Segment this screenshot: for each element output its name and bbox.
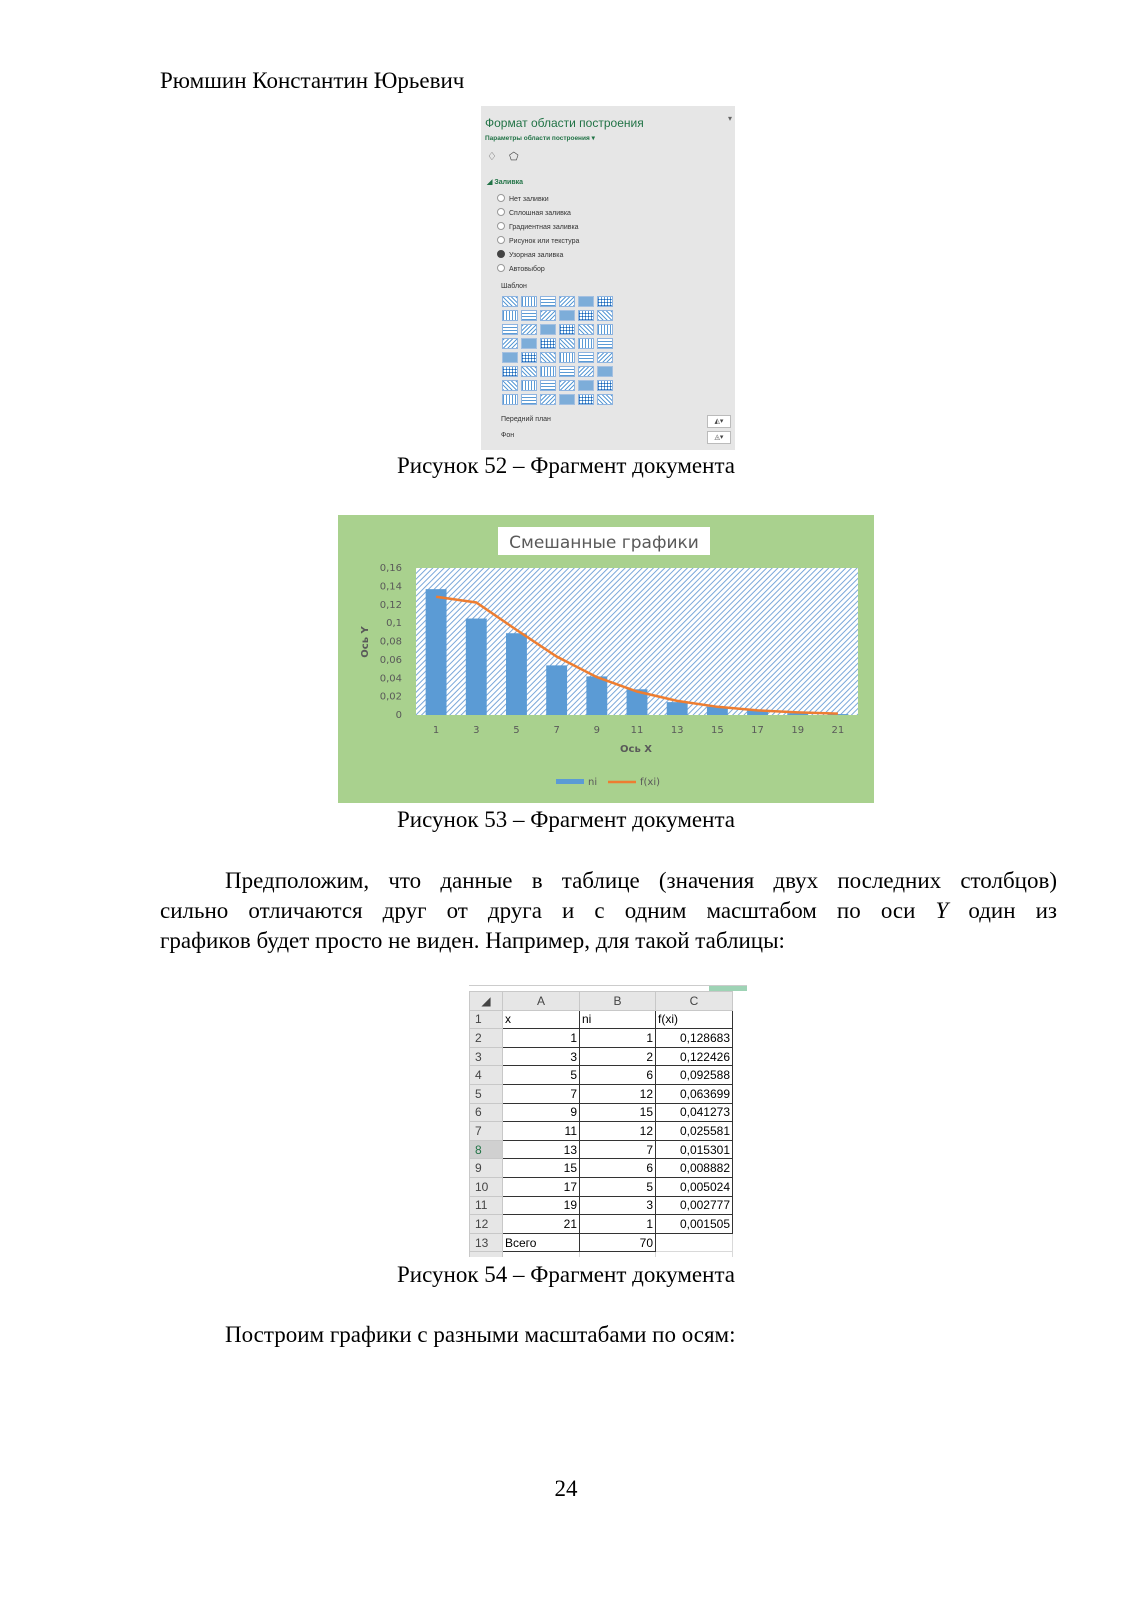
- panel-subtitle[interactable]: Параметры области построения ▾: [485, 135, 595, 142]
- pattern-swatch[interactable]: [597, 338, 613, 349]
- pattern-swatch[interactable]: [559, 338, 575, 349]
- cell-c[interactable]: 0,002777: [656, 1196, 733, 1215]
- column-header-c[interactable]: C: [656, 992, 733, 1011]
- pattern-swatch[interactable]: [540, 310, 556, 321]
- pattern-swatch[interactable]: [578, 366, 594, 377]
- pattern-swatch[interactable]: [521, 324, 537, 335]
- fill-option-none[interactable]: Нет заливки: [497, 194, 549, 203]
- page-number: 24: [554, 1476, 578, 1501]
- background-label: Фон: [501, 432, 515, 439]
- pattern-swatch[interactable]: [578, 324, 594, 335]
- mixed-chart: [338, 515, 874, 803]
- cell-c[interactable]: 0,025581: [656, 1122, 733, 1141]
- row-header[interactable]: 12: [470, 1215, 503, 1234]
- pattern-swatch[interactable]: [597, 310, 613, 321]
- row-header[interactable]: 2: [470, 1029, 503, 1048]
- table-row: [470, 1029, 733, 1048]
- radio-icon[interactable]: [497, 194, 505, 202]
- foreground-color-button[interactable]: ◭▾: [707, 415, 731, 428]
- fill-bucket-icon[interactable]: ♢: [487, 151, 497, 163]
- column-header-a[interactable]: A: [503, 992, 580, 1011]
- row-header[interactable]: 3: [470, 1047, 503, 1066]
- x-tick-label: 7: [553, 725, 560, 736]
- x-tick-label: 5: [513, 725, 520, 736]
- figure-54-caption: Рисунок 54 – Фрагмент документа: [397, 1262, 735, 1287]
- pattern-swatch[interactable]: [597, 394, 613, 405]
- table-row: [470, 1140, 733, 1159]
- cell-c[interactable]: 0,005024: [656, 1177, 733, 1196]
- y-tick-label: 0,16: [379, 563, 402, 574]
- cell-c[interactable]: [656, 1233, 733, 1252]
- table-row: [470, 1084, 733, 1103]
- pattern-swatch[interactable]: [559, 296, 575, 307]
- pattern-swatch[interactable]: [540, 380, 556, 391]
- data-table: [469, 991, 733, 1257]
- cell-a[interactable]: 13: [503, 1140, 580, 1159]
- table-row: [470, 1103, 733, 1122]
- radio-icon[interactable]: [497, 208, 505, 216]
- pattern-swatch[interactable]: [521, 352, 537, 363]
- foreground-label: Передний план: [501, 416, 551, 423]
- pentagon-icon[interactable]: ⬠: [509, 151, 519, 163]
- legend-label-fxi: f(xi): [640, 777, 661, 788]
- pattern-swatch[interactable]: [578, 310, 594, 321]
- x-axis-label: Ось X: [620, 744, 652, 755]
- pattern-swatch[interactable]: [502, 296, 518, 307]
- cell-a[interactable]: 15: [503, 1159, 580, 1178]
- pattern-swatch[interactable]: [578, 338, 594, 349]
- y-tick-label: 0,14: [379, 581, 402, 593]
- x-tick-label: 3: [473, 725, 480, 736]
- pattern-swatch[interactable]: [521, 366, 537, 377]
- spreadsheet-fragment: [469, 985, 747, 1257]
- pattern-swatch[interactable]: [521, 310, 537, 321]
- row-header[interactable]: 7: [470, 1122, 503, 1141]
- cell-b[interactable]: 12: [580, 1084, 656, 1103]
- table-row: [470, 1177, 733, 1196]
- table-row: [470, 1196, 733, 1215]
- x-tick-label: 15: [710, 725, 724, 736]
- paragraph-line-2: сильно отличаются друг от друга и с одним масштабом по оси Y один из: [160, 898, 1058, 923]
- cell-b[interactable]: 7: [580, 1140, 656, 1159]
- row-header[interactable]: 8: [470, 1140, 503, 1159]
- cell-a[interactable]: Всего: [503, 1233, 580, 1252]
- x-tick-label: 17: [751, 725, 764, 736]
- cell-b[interactable]: 3: [580, 1196, 656, 1215]
- row-header[interactable]: 9: [470, 1159, 503, 1178]
- table-row: [470, 1066, 733, 1085]
- pattern-swatch[interactable]: [559, 366, 575, 377]
- pattern-swatch[interactable]: [502, 324, 518, 335]
- pattern-swatch[interactable]: [540, 394, 556, 405]
- pattern-grid: [502, 296, 614, 408]
- closing-sentence: Построим графики с разными масштабами по осям:: [225, 1322, 736, 1347]
- cell-c[interactable]: 0,041273: [656, 1103, 733, 1122]
- pattern-swatch[interactable]: [578, 380, 594, 391]
- y-tick-label: 0,08: [379, 636, 402, 648]
- cell-b[interactable]: 5: [580, 1177, 656, 1196]
- row-header[interactable]: 1: [470, 1010, 503, 1029]
- pattern-swatch[interactable]: [540, 352, 556, 363]
- bar-ni: [426, 589, 447, 715]
- pattern-swatch[interactable]: [540, 366, 556, 377]
- cell-b[interactable]: 12: [580, 1122, 656, 1141]
- paragraph-line-1: Предположим, что данные в таблице (значения двух последних столбцов): [225, 868, 1057, 893]
- cell-c[interactable]: 0,015301: [656, 1140, 733, 1159]
- select-all-corner[interactable]: ◢: [470, 992, 503, 1011]
- cell-a[interactable]: 21: [503, 1215, 580, 1234]
- table-row: [470, 1122, 733, 1141]
- pattern-swatch[interactable]: [502, 394, 518, 405]
- cell-c[interactable]: 0,063699: [656, 1084, 733, 1103]
- format-plot-area-panel: [481, 106, 735, 450]
- legend-swatch-ni: [556, 779, 584, 784]
- background-color-button[interactable]: ◬▾: [707, 431, 731, 444]
- pattern-swatch[interactable]: [521, 338, 537, 349]
- y-tick-label: 0: [395, 710, 402, 721]
- row-header[interactable]: 6: [470, 1103, 503, 1122]
- cell-c[interactable]: 0,128683: [656, 1029, 733, 1048]
- panel-dropdown-icon[interactable]: ▾: [727, 114, 732, 123]
- fill-option-pattern[interactable]: Узорная заливка: [497, 250, 563, 259]
- x-tick-label: 1: [432, 725, 440, 736]
- table-row: [470, 1047, 733, 1066]
- x-tick-label: 13: [670, 725, 684, 736]
- pattern-swatch[interactable]: [521, 296, 537, 307]
- row-header[interactable]: 11: [470, 1196, 503, 1215]
- figure-53-caption: Рисунок 53 – Фрагмент документа: [397, 807, 735, 832]
- cell-a[interactable]: 5: [503, 1066, 580, 1085]
- figure-52-caption: Рисунок 52 – Фрагмент документа: [397, 453, 735, 478]
- pattern-swatch[interactable]: [521, 394, 537, 405]
- cell-a[interactable]: 3: [503, 1047, 580, 1066]
- bar-ni: [466, 619, 487, 715]
- table-row: [470, 1159, 733, 1178]
- row-header[interactable]: 13: [470, 1233, 503, 1252]
- pattern-swatch[interactable]: [597, 366, 613, 377]
- pattern-swatch[interactable]: [578, 352, 594, 363]
- cell-b[interactable]: 2: [580, 1047, 656, 1066]
- pattern-swatch[interactable]: [597, 380, 613, 391]
- cell-a[interactable]: 11: [503, 1122, 580, 1141]
- cell-c[interactable]: 0,092588: [656, 1066, 733, 1085]
- cell-c[interactable]: 0,008882: [656, 1159, 733, 1178]
- pattern-swatch[interactable]: [578, 394, 594, 405]
- pattern-swatch[interactable]: [597, 324, 613, 335]
- axis-letter: Y: [935, 898, 949, 923]
- bar-ni: [506, 633, 527, 715]
- bar-ni: [586, 676, 607, 715]
- cell-b[interactable]: 15: [580, 1103, 656, 1122]
- bar-ni: [546, 665, 567, 715]
- y-tick-label: 0,02: [379, 691, 402, 703]
- x-tick-label: 11: [630, 725, 644, 736]
- cell-a[interactable]: 19: [503, 1196, 580, 1215]
- cell-b[interactable]: 1: [580, 1215, 656, 1234]
- paragraph-line-3: графиков будет просто не виден. Например, для такой таблицы:: [160, 928, 785, 953]
- y-tick-label: 0,1: [386, 618, 402, 630]
- cell-c[interactable]: 0,122426: [656, 1047, 733, 1066]
- pattern-swatch[interactable]: [578, 296, 594, 307]
- row-header[interactable]: 4: [470, 1066, 503, 1085]
- pattern-swatch[interactable]: [502, 338, 518, 349]
- pattern-swatch[interactable]: [521, 380, 537, 391]
- pattern-swatch[interactable]: [559, 394, 575, 405]
- cell-c[interactable]: f(xi): [656, 1010, 733, 1029]
- radio-icon[interactable]: [497, 222, 505, 230]
- y-tick-label: 0,12: [379, 599, 402, 611]
- pattern-swatch[interactable]: [559, 310, 575, 321]
- y-axis-label: Ось Y: [360, 626, 371, 658]
- chart-svg: [338, 515, 874, 803]
- pattern-swatch[interactable]: [559, 352, 575, 363]
- y-tick-label: 0,06: [379, 654, 402, 666]
- panel-title: Формат области построения: [485, 116, 644, 130]
- fill-option-picture[interactable]: Рисунок или текстура: [497, 236, 579, 245]
- y-tick-label: 0,04: [379, 673, 402, 685]
- row-header[interactable]: 5: [470, 1084, 503, 1103]
- column-header-b[interactable]: B: [580, 992, 656, 1011]
- bar-ni: [667, 702, 688, 715]
- pattern-swatch[interactable]: [597, 352, 613, 363]
- x-tick-label: 9: [593, 725, 601, 736]
- cell-a[interactable]: 9: [503, 1103, 580, 1122]
- cell-b[interactable]: 1: [580, 1029, 656, 1048]
- radio-selected-icon[interactable]: [497, 250, 505, 258]
- cell-b[interactable]: 6: [580, 1066, 656, 1085]
- cell-c[interactable]: 0,001505: [656, 1215, 733, 1234]
- body-paragraph: [160, 866, 1057, 956]
- pattern-swatch[interactable]: [540, 324, 556, 335]
- pattern-swatch[interactable]: [502, 380, 518, 391]
- pattern-swatch[interactable]: [540, 296, 556, 307]
- radio-icon[interactable]: [497, 264, 505, 272]
- pattern-swatch[interactable]: [502, 310, 518, 321]
- pattern-swatch[interactable]: [502, 352, 518, 363]
- pattern-swatch[interactable]: [559, 324, 575, 335]
- cell-b[interactable]: ni: [580, 1010, 656, 1029]
- cell-a[interactable]: 7: [503, 1084, 580, 1103]
- cell-a[interactable]: 17: [503, 1177, 580, 1196]
- pattern-swatch[interactable]: [502, 366, 518, 377]
- x-tick-label: 19: [791, 725, 805, 736]
- radio-icon[interactable]: [497, 236, 505, 244]
- cell-b[interactable]: 70: [580, 1233, 656, 1252]
- cell-a[interactable]: 1: [503, 1029, 580, 1048]
- pattern-swatch[interactable]: [559, 380, 575, 391]
- pattern-label: Шаблон: [501, 283, 527, 290]
- table-row: [470, 1233, 733, 1252]
- fill-option-auto[interactable]: Автовыбор: [497, 264, 545, 273]
- table-row: [470, 1010, 733, 1029]
- cell-a[interactable]: x: [503, 1010, 580, 1029]
- fill-option-solid[interactable]: Сплошная заливка: [497, 208, 571, 217]
- table-row: [470, 1215, 733, 1234]
- fill-option-gradient[interactable]: Градиентная заливка: [497, 222, 579, 231]
- x-tick-label: 21: [831, 725, 845, 736]
- pattern-swatch[interactable]: [540, 338, 556, 349]
- author-name: Рюмшин Константин Юрьевич: [160, 68, 465, 93]
- pattern-swatch[interactable]: [597, 296, 613, 307]
- chart-title: Смешанные графики: [509, 533, 699, 553]
- row-header[interactable]: 10: [470, 1177, 503, 1196]
- cell-b[interactable]: 6: [580, 1159, 656, 1178]
- legend-label-ni: ni: [588, 777, 598, 788]
- fill-section-header[interactable]: ◢ Заливка: [487, 179, 524, 186]
